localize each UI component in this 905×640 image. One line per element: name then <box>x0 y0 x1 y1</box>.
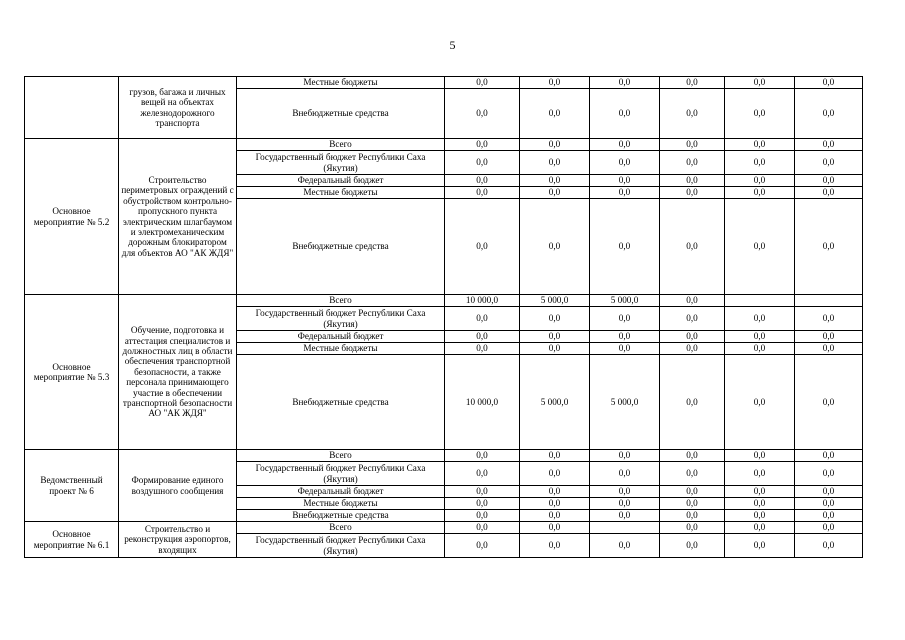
amount-cell: 0,0 <box>520 510 590 522</box>
amount-cell: 0,0 <box>520 522 590 534</box>
amount-cell: 0,0 <box>520 139 590 151</box>
amount-cell: 0,0 <box>795 355 863 450</box>
amount-cell: 0,0 <box>590 139 660 151</box>
amount-cell: 0,0 <box>660 139 725 151</box>
amount-cell: 0,0 <box>590 199 660 295</box>
amount-cell: 0,0 <box>520 175 590 187</box>
amount-cell: 0,0 <box>795 151 863 175</box>
amount-cell: 0,0 <box>725 355 795 450</box>
funding-source-cell: Всего <box>237 450 445 462</box>
amount-cell: 0,0 <box>520 450 590 462</box>
funding-source-cell: Местные бюджеты <box>237 77 445 89</box>
amount-cell: 0,0 <box>725 77 795 89</box>
amount-cell: 0,0 <box>795 199 863 295</box>
table-row <box>25 295 863 307</box>
amount-cell: 0,0 <box>795 522 863 534</box>
amount-cell: 0,0 <box>520 89 590 139</box>
amount-cell: 0,0 <box>445 462 520 486</box>
amount-cell: 0,0 <box>445 343 520 355</box>
amount-cell: 5 000,0 <box>520 355 590 450</box>
budget-table <box>24 76 863 558</box>
amount-cell: 0,0 <box>590 151 660 175</box>
amount-cell: 0,0 <box>445 486 520 498</box>
funding-source-cell: Внебюджетные средства <box>237 510 445 522</box>
funding-source-cell: Местные бюджеты <box>237 187 445 199</box>
amount-cell: 0,0 <box>520 462 590 486</box>
amount-cell: 10 000,0 <box>445 295 520 307</box>
amount-cell: 0,0 <box>795 187 863 199</box>
amount-cell: 0,0 <box>660 175 725 187</box>
amount-cell: 0,0 <box>660 295 725 307</box>
amount-cell: 0,0 <box>795 175 863 187</box>
amount-cell: 0,0 <box>660 331 725 343</box>
amount-cell: 5 000,0 <box>590 355 660 450</box>
amount-cell: 0,0 <box>795 462 863 486</box>
amount-cell: 0,0 <box>445 77 520 89</box>
amount-cell: 0,0 <box>520 77 590 89</box>
amount-cell: 0,0 <box>660 355 725 450</box>
amount-cell: 0,0 <box>660 199 725 295</box>
amount-cell: 0,0 <box>660 187 725 199</box>
funding-source-cell: Федеральный бюджет <box>237 175 445 187</box>
amount-cell: 0,0 <box>445 151 520 175</box>
amount-cell: 0,0 <box>795 343 863 355</box>
amount-cell: 0,0 <box>590 498 660 510</box>
amount-cell: 0,0 <box>660 151 725 175</box>
amount-cell: 0,0 <box>725 331 795 343</box>
amount-cell: 0,0 <box>590 331 660 343</box>
amount-cell: 10 000,0 <box>445 355 520 450</box>
amount-cell: 0,0 <box>660 498 725 510</box>
amount-cell: 0,0 <box>445 510 520 522</box>
amount-cell <box>590 522 660 534</box>
table-row <box>25 450 863 462</box>
funding-source-cell: Внебюджетные средства <box>237 89 445 139</box>
amount-cell: 0,0 <box>795 89 863 139</box>
amount-cell: 0,0 <box>660 522 725 534</box>
activity-level-cell: Основное мероприятие № 5.2 <box>25 139 119 295</box>
amount-cell: 0,0 <box>590 89 660 139</box>
amount-cell: 0,0 <box>445 450 520 462</box>
amount-cell: 0,0 <box>725 139 795 151</box>
activity-level-cell: Основное мероприятие № 6.1 <box>25 522 119 558</box>
amount-cell: 0,0 <box>725 450 795 462</box>
amount-cell: 0,0 <box>725 175 795 187</box>
funding-source-cell: Государственный бюджет Республики Саха (Якутия) <box>237 534 445 558</box>
funding-source-cell: Федеральный бюджет <box>237 331 445 343</box>
amount-cell: 0,0 <box>795 486 863 498</box>
amount-cell: 0,0 <box>795 77 863 89</box>
amount-cell <box>725 295 795 307</box>
activity-description-cell: Строительство периметровых ограждений с обустройством контрольно-пропускного пункта электрическим шлагбаумом и электромеханическим дорожным блокиратором для объектов АО "АК ЖДЯ" <box>119 139 237 295</box>
funding-source-cell: Местные бюджеты <box>237 343 445 355</box>
amount-cell: 0,0 <box>520 534 590 558</box>
funding-source-cell: Всего <box>237 139 445 151</box>
amount-cell: 0,0 <box>445 199 520 295</box>
amount-cell: 0,0 <box>660 343 725 355</box>
amount-cell: 0,0 <box>445 522 520 534</box>
amount-cell: 0,0 <box>660 534 725 558</box>
amount-cell: 0,0 <box>590 307 660 331</box>
amount-cell: 0,0 <box>590 534 660 558</box>
amount-cell: 0,0 <box>795 307 863 331</box>
amount-cell: 0,0 <box>445 139 520 151</box>
budget-table-body <box>25 77 863 558</box>
amount-cell: 0,0 <box>520 331 590 343</box>
amount-cell: 0,0 <box>590 486 660 498</box>
table-row <box>25 522 863 534</box>
amount-cell: 0,0 <box>725 462 795 486</box>
amount-cell: 0,0 <box>590 450 660 462</box>
funding-source-cell: Внебюджетные средства <box>237 199 445 295</box>
amount-cell: 0,0 <box>725 199 795 295</box>
amount-cell: 0,0 <box>590 462 660 486</box>
amount-cell: 0,0 <box>660 307 725 331</box>
funding-source-cell: Местные бюджеты <box>237 498 445 510</box>
amount-cell: 0,0 <box>725 498 795 510</box>
amount-cell: 0,0 <box>445 331 520 343</box>
table-row <box>25 77 863 89</box>
amount-cell: 0,0 <box>520 498 590 510</box>
amount-cell: 0,0 <box>725 522 795 534</box>
amount-cell: 0,0 <box>445 175 520 187</box>
table-row <box>25 139 863 151</box>
amount-cell: 0,0 <box>520 486 590 498</box>
funding-source-cell: Всего <box>237 295 445 307</box>
amount-cell: 0,0 <box>660 77 725 89</box>
funding-source-cell: Государственный бюджет Республики Саха (Якутия) <box>237 307 445 331</box>
amount-cell: 0,0 <box>725 307 795 331</box>
amount-cell: 0,0 <box>795 450 863 462</box>
amount-cell: 0,0 <box>725 510 795 522</box>
amount-cell: 0,0 <box>660 510 725 522</box>
amount-cell <box>795 295 863 307</box>
amount-cell: 0,0 <box>725 89 795 139</box>
amount-cell: 0,0 <box>445 307 520 331</box>
amount-cell: 0,0 <box>725 486 795 498</box>
amount-cell: 0,0 <box>520 151 590 175</box>
funding-source-cell: Федеральный бюджет <box>237 486 445 498</box>
amount-cell: 0,0 <box>590 510 660 522</box>
amount-cell: 0,0 <box>725 343 795 355</box>
amount-cell: 0,0 <box>590 187 660 199</box>
amount-cell: 0,0 <box>660 462 725 486</box>
amount-cell: 0,0 <box>725 534 795 558</box>
funding-source-cell: Всего <box>237 522 445 534</box>
amount-cell: 0,0 <box>520 199 590 295</box>
amount-cell: 5 000,0 <box>590 295 660 307</box>
amount-cell: 0,0 <box>795 534 863 558</box>
activity-level-cell: Ведомственный проект № 6 <box>25 450 119 522</box>
activity-level-cell: Основное мероприятие № 5.3 <box>25 295 119 450</box>
amount-cell: 0,0 <box>660 89 725 139</box>
amount-cell: 0,0 <box>590 175 660 187</box>
funding-source-cell: Государственный бюджет Республики Саха (Якутия) <box>237 462 445 486</box>
amount-cell: 0,0 <box>590 77 660 89</box>
activity-description-cell: Строительство и реконструкция аэропортов, входящих <box>119 522 237 558</box>
amount-cell: 0,0 <box>445 89 520 139</box>
activity-description-cell: грузов, багажа и личных вещей на объектах железнодорожного транспорта <box>119 77 237 139</box>
amount-cell: 0,0 <box>445 534 520 558</box>
funding-source-cell: Государственный бюджет Республики Саха (Якутия) <box>237 151 445 175</box>
amount-cell: 5 000,0 <box>520 295 590 307</box>
amount-cell: 0,0 <box>795 510 863 522</box>
amount-cell: 0,0 <box>660 486 725 498</box>
activity-level-cell <box>25 77 119 139</box>
amount-cell: 0,0 <box>520 343 590 355</box>
funding-source-cell: Внебюджетные средства <box>237 355 445 450</box>
amount-cell: 0,0 <box>795 331 863 343</box>
page-number: 5 <box>449 38 456 52</box>
amount-cell: 0,0 <box>520 307 590 331</box>
amount-cell: 0,0 <box>660 450 725 462</box>
activity-description-cell: Формирование единого воздушного сообщения <box>119 450 237 522</box>
amount-cell: 0,0 <box>445 187 520 199</box>
amount-cell: 0,0 <box>445 498 520 510</box>
amount-cell: 0,0 <box>520 187 590 199</box>
activity-description-cell: Обучение, подготовка и аттестация специалистов и должностных лиц в области обеспечения транспортной безопасности, а также персонала принимающего участие в обеспечении транспортной безопасности АО "АК ЖДЯ" <box>119 295 237 450</box>
amount-cell: 0,0 <box>795 498 863 510</box>
amount-cell: 0,0 <box>590 343 660 355</box>
amount-cell: 0,0 <box>725 187 795 199</box>
amount-cell: 0,0 <box>795 139 863 151</box>
amount-cell: 0,0 <box>725 151 795 175</box>
